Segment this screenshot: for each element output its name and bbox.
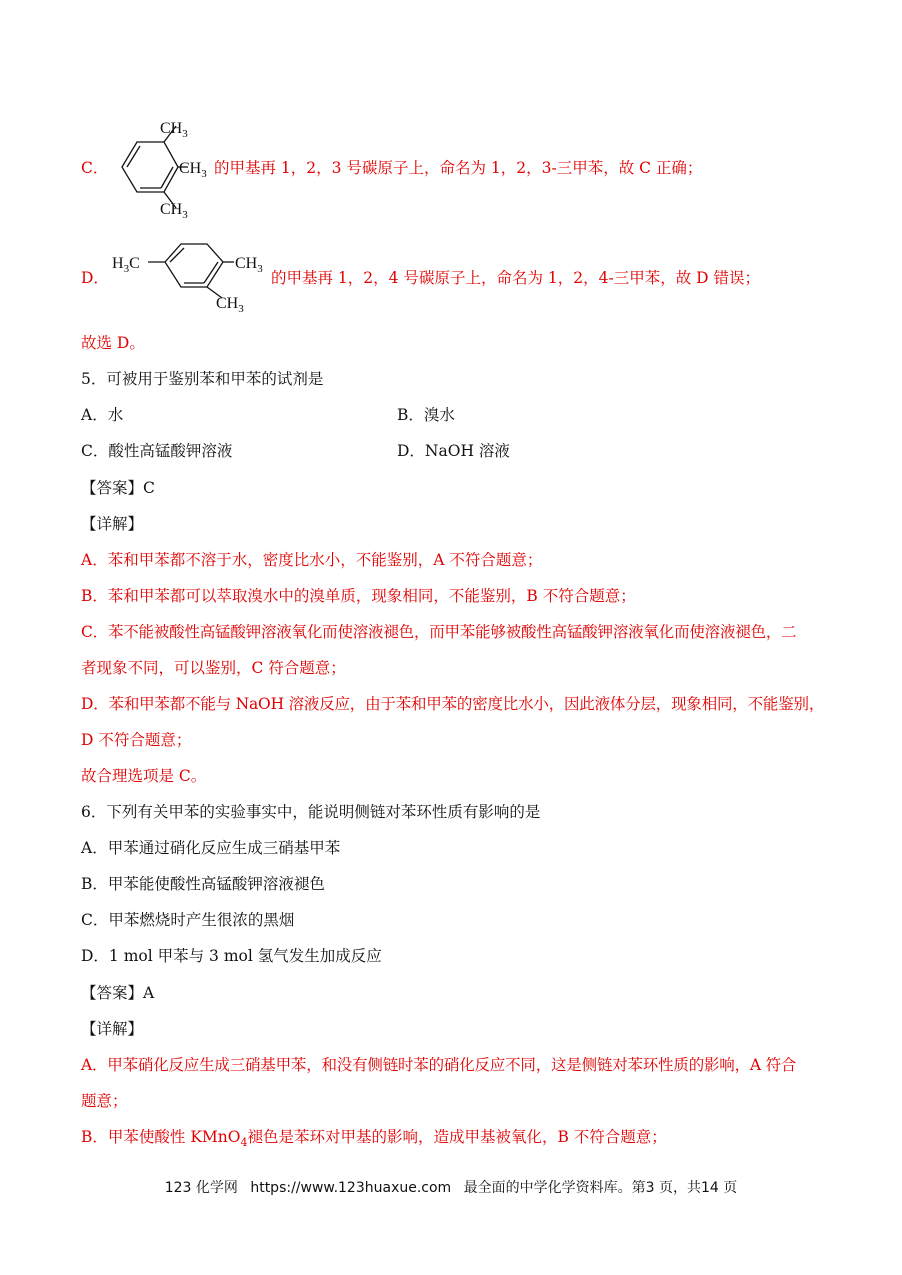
q5-explanation-a: A．苯和甲苯都不溶于水，密度比水小，不能鉴别，A 不符合题意； xyxy=(81,551,543,569)
q5-explanation-b: B．苯和甲苯都可以萃取溴水中的溴单质，现象相同，不能鉴别，B 不符合题意； xyxy=(81,587,636,605)
svg-text:CH3: $CH_3$ xyxy=(235,255,263,275)
footer-site-name: 123 化学网 xyxy=(164,1180,238,1196)
q5-option-a: A．水 xyxy=(81,406,124,424)
q5-option-b: B．溴水 xyxy=(397,406,455,424)
q6-detail-title: 【详解】 xyxy=(81,1020,144,1038)
q6-explanation-a-line1: A．甲苯硝化反应生成三硝基甲苯，和没有侧链时苯的硝化反应不同，这是侧链对苯环性质的影响，A 符合 xyxy=(81,1056,797,1074)
q6-explanation-a-line2: 题意； xyxy=(81,1092,128,1110)
page-footer xyxy=(0,1177,902,1197)
structure-c-trimethylbenzene xyxy=(104,112,216,222)
q5-option-c: C．酸性高锰酸钾溶液 xyxy=(81,442,233,460)
q5-explanation-d-line1: D．苯和甲苯都不能与 NaOH 溶液反应，由于苯和甲苯的密度比水小，因此液体分层，现象相同，不能鉴别， xyxy=(81,695,825,713)
q6-option-c: C．甲苯燃烧时产生很浓的黑烟 xyxy=(81,911,295,929)
q6-option-b: B．甲苯能使酸性高锰酸钾溶液褪色 xyxy=(81,875,325,893)
option-c-label: C． xyxy=(81,159,109,177)
q5-explanation-c-line2: 者现象不同，可以鉴别，C 符合题意； xyxy=(81,659,346,677)
option-d-explanation: 的甲基再 1，2，4 号碳原子上，命名为 1，2，4-三甲苯，故 D 错误； xyxy=(271,269,760,287)
svg-text:CH3: $CH_3$ xyxy=(216,295,244,315)
q5-explanation-d-line2: D 不符合题意； xyxy=(81,731,192,749)
q5-conclusion: 故合理选项是 C。 xyxy=(81,767,207,785)
q5-detail-title: 【详解】 xyxy=(81,515,144,533)
svg-text:CH3: $CH_3$ xyxy=(179,160,207,180)
svg-text:H3C: $H_3C$ xyxy=(112,255,140,275)
q6-option-a: A．甲苯通过硝化反应生成三硝基甲苯 xyxy=(81,839,341,857)
option-c-explanation: 的甲基再 1，2，3 号碳原子上，命名为 1，2，3-三甲苯，故 C 正确； xyxy=(214,159,703,177)
footer-url[interactable]: https://www.123huaxue.com xyxy=(250,1180,452,1196)
svg-text:CH3: $CH_3$ xyxy=(160,120,188,140)
prev-conclusion: 故选 D。 xyxy=(81,334,145,352)
q5-answer: 【答案】C xyxy=(81,479,155,497)
q6-answer: 【答案】A xyxy=(81,984,155,1002)
q6-explanation-b: B．甲苯使酸性 KMnO$_4$褪色是苯环对甲基的影响，造成甲基被氧化，B 不符合题意； xyxy=(81,1128,667,1150)
footer-slogan-page: 最全面的中学化学资料库。第3 页，共14 页 xyxy=(463,1180,738,1196)
q5-stem: 5．可被用于鉴别苯和甲苯的试剂是 xyxy=(81,370,324,388)
q5-option-d: D．NaOH 溶液 xyxy=(397,442,510,460)
q6-stem: 6．下列有关甲苯的实验事实中，能说明侧链对苯环性质有影响的是 xyxy=(81,803,541,821)
svg-text:CH3: $CH_3$ xyxy=(160,201,188,221)
option-d-label: D． xyxy=(81,269,109,287)
q5-explanation-c-line1: C．苯不能被酸性高锰酸钾溶液氧化而使溶液褪色，而甲苯能够被酸性高锰酸钾溶液氧化而使溶液褪色，二 xyxy=(81,623,797,641)
structure-d-trimethylbenzene xyxy=(108,232,272,318)
q6-option-d: D．1 mol 甲苯与 3 mol 氢气发生加成反应 xyxy=(81,947,382,965)
